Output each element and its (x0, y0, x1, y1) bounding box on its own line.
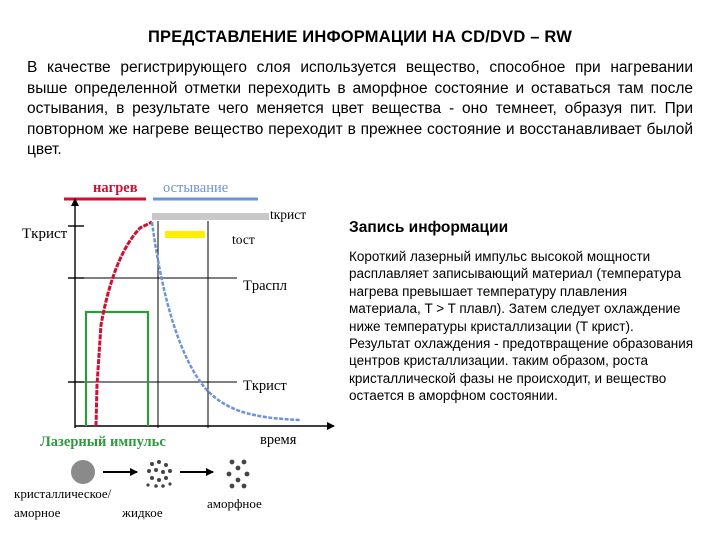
label-y-tcryst: Tкрист (22, 226, 68, 242)
sidebar-text: Короткий лазерный импульс высокой мощности расплавляет записывающий материал (температура нагрева превышает температуру плавления материала, T > T плавл). Затем следует охлаждение ниже температуры кристаллизации (T крист). Результат охлаждения - предотвращение образования центров кристаллизации. таким образом, роста кристаллической фазы не происходит, и вещество остается в аморфном состоянии. (349, 249, 694, 404)
legend-heating: нагрев (93, 180, 138, 196)
label-t-cryst-low: Tкрист (243, 378, 287, 394)
liquid-particles-icon (146, 460, 172, 488)
laser-pulse-label: Лазерный импульс (40, 434, 166, 450)
x-axis-label: время (260, 432, 297, 448)
state-3-label: аморфное (207, 496, 262, 511)
label-t-cryst-time: tкрист (270, 207, 307, 222)
amorphous-particles-icon (227, 460, 250, 489)
info-sidebar (349, 219, 694, 405)
state-1-label: кристаллическое/ (14, 486, 112, 501)
state-1b-label: аморное (14, 505, 61, 520)
page-title: ПРЕДСТАВЛЕНИЕ ИНФОРМАЦИИ НА CD/DVD – RW (147, 28, 573, 46)
legend-cooling: остывание (163, 180, 229, 196)
hold-bar (152, 213, 269, 220)
crystalline-particle-icon (71, 460, 95, 484)
label-t-ost: tост (232, 232, 255, 247)
ost-bar (165, 231, 205, 238)
label-t-melt: Tраспл (243, 278, 287, 294)
heating-curve (96, 222, 152, 426)
sidebar-heading: Запись информации (349, 219, 509, 236)
state-2-label: жидкое (122, 505, 163, 520)
intro-paragraph: В качестве регистрирующего слоя используется вещество, способное при нагревании выше определенной отметки переходить в аморфное состояние и оставаться там после остывания, в результате чего меняется цвет вещества - оно темнеет, образуя пит. При повторном же нагреве вещество переходит в прежнее состояние и восстанавливает былой цвет. (27, 59, 693, 158)
temperature-diagram (0, 172, 345, 540)
